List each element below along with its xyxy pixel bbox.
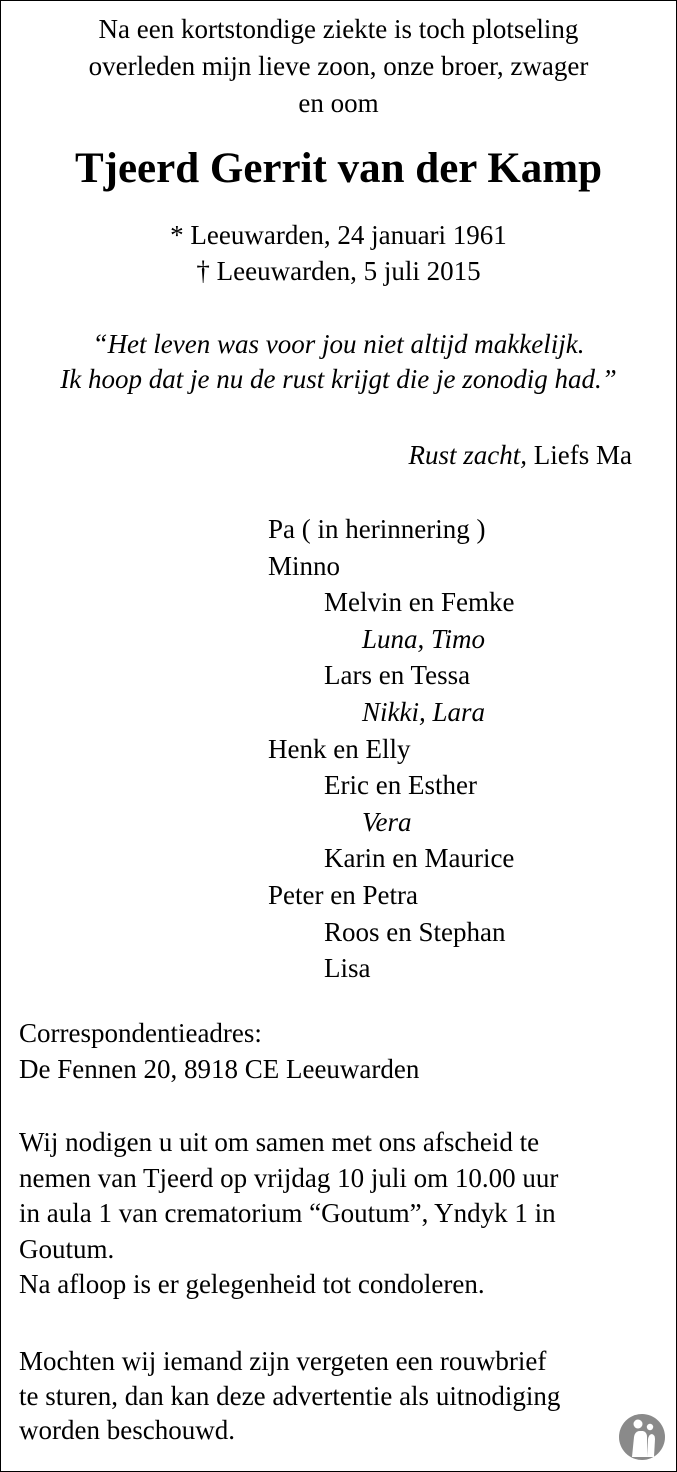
memorial-logo-icon xyxy=(618,1413,666,1461)
signoff xyxy=(409,437,632,473)
family-member: Karin en Maurice xyxy=(324,843,515,874)
invitation-line: Na afloop is er gelegenheid tot condoleren. xyxy=(19,1269,485,1299)
intro-text xyxy=(1,11,676,122)
invitation-line: Wij nodigen u uit om samen met ons afscheid te xyxy=(19,1127,540,1157)
quote-line: Ik hoop dat je nu de rust krijgt die je zonodig had.” xyxy=(60,364,617,394)
quote-line: “Het leven was voor jou niet altijd makkelijk. xyxy=(92,329,585,359)
family-member: Peter en Petra xyxy=(268,879,418,910)
funeral-invitation xyxy=(19,1125,558,1303)
grandchildren-names: Vera xyxy=(362,806,412,837)
grandchildren-names: Nikki, Lara xyxy=(362,696,486,727)
invitation-line: in aula 1 van crematorium “Goutum”, Yndyk 1 in xyxy=(19,1198,556,1228)
death-date: † Leeuwarden, 5 juli 2015 xyxy=(196,256,481,286)
family-list xyxy=(268,511,514,987)
family-member: Eric en Esther xyxy=(324,770,477,801)
intro-line: en oom xyxy=(298,88,379,118)
family-member: Melvin en Femke xyxy=(324,587,515,618)
closing-line: te sturen, dan kan deze advertentie als uitnodiging xyxy=(19,1380,561,1411)
signoff-text: Liefs Ma xyxy=(533,440,632,470)
life-dates xyxy=(1,217,676,289)
birth-date: * Leeuwarden, 24 januari 1961 xyxy=(170,220,507,250)
closing-line: Mochten wij iemand zijn vergeten een rouwbrief xyxy=(19,1346,547,1376)
family-member: Minno xyxy=(268,550,341,581)
grandchildren-names: Luna, Timo xyxy=(362,623,486,654)
memorial-quote xyxy=(1,327,676,397)
closing-note xyxy=(19,1344,560,1448)
deceased-name: Tjeerd Gerrit van der Kamp xyxy=(74,145,603,192)
correspondence-address xyxy=(19,1015,419,1087)
intro-line: Na een kortstondige ziekte is toch plotseling xyxy=(98,14,579,44)
family-member: Henk en Elly xyxy=(268,733,411,764)
invitation-line: Goutum. xyxy=(19,1233,115,1264)
invitation-line: nemen van Tjeerd op vrijdag 10 juli om 10.00 uur xyxy=(19,1162,559,1193)
intro-line: overleden mijn lieve zoon, onze broer, zwager xyxy=(88,51,589,81)
family-member: Lars en Tessa xyxy=(324,660,471,691)
correspondence-label: Correspondentieadres: xyxy=(19,1018,262,1048)
family-member: Lisa xyxy=(324,953,371,984)
family-member: Roos en Stephan xyxy=(324,916,506,947)
closing-line: worden beschouwd. xyxy=(19,1415,235,1445)
signoff-italic: Rust zacht, xyxy=(408,440,528,470)
correspondence-address-line: De Fennen 20, 8918 CE Leeuwarden xyxy=(19,1054,420,1084)
family-member: Pa ( in herinnering ) xyxy=(268,514,486,544)
